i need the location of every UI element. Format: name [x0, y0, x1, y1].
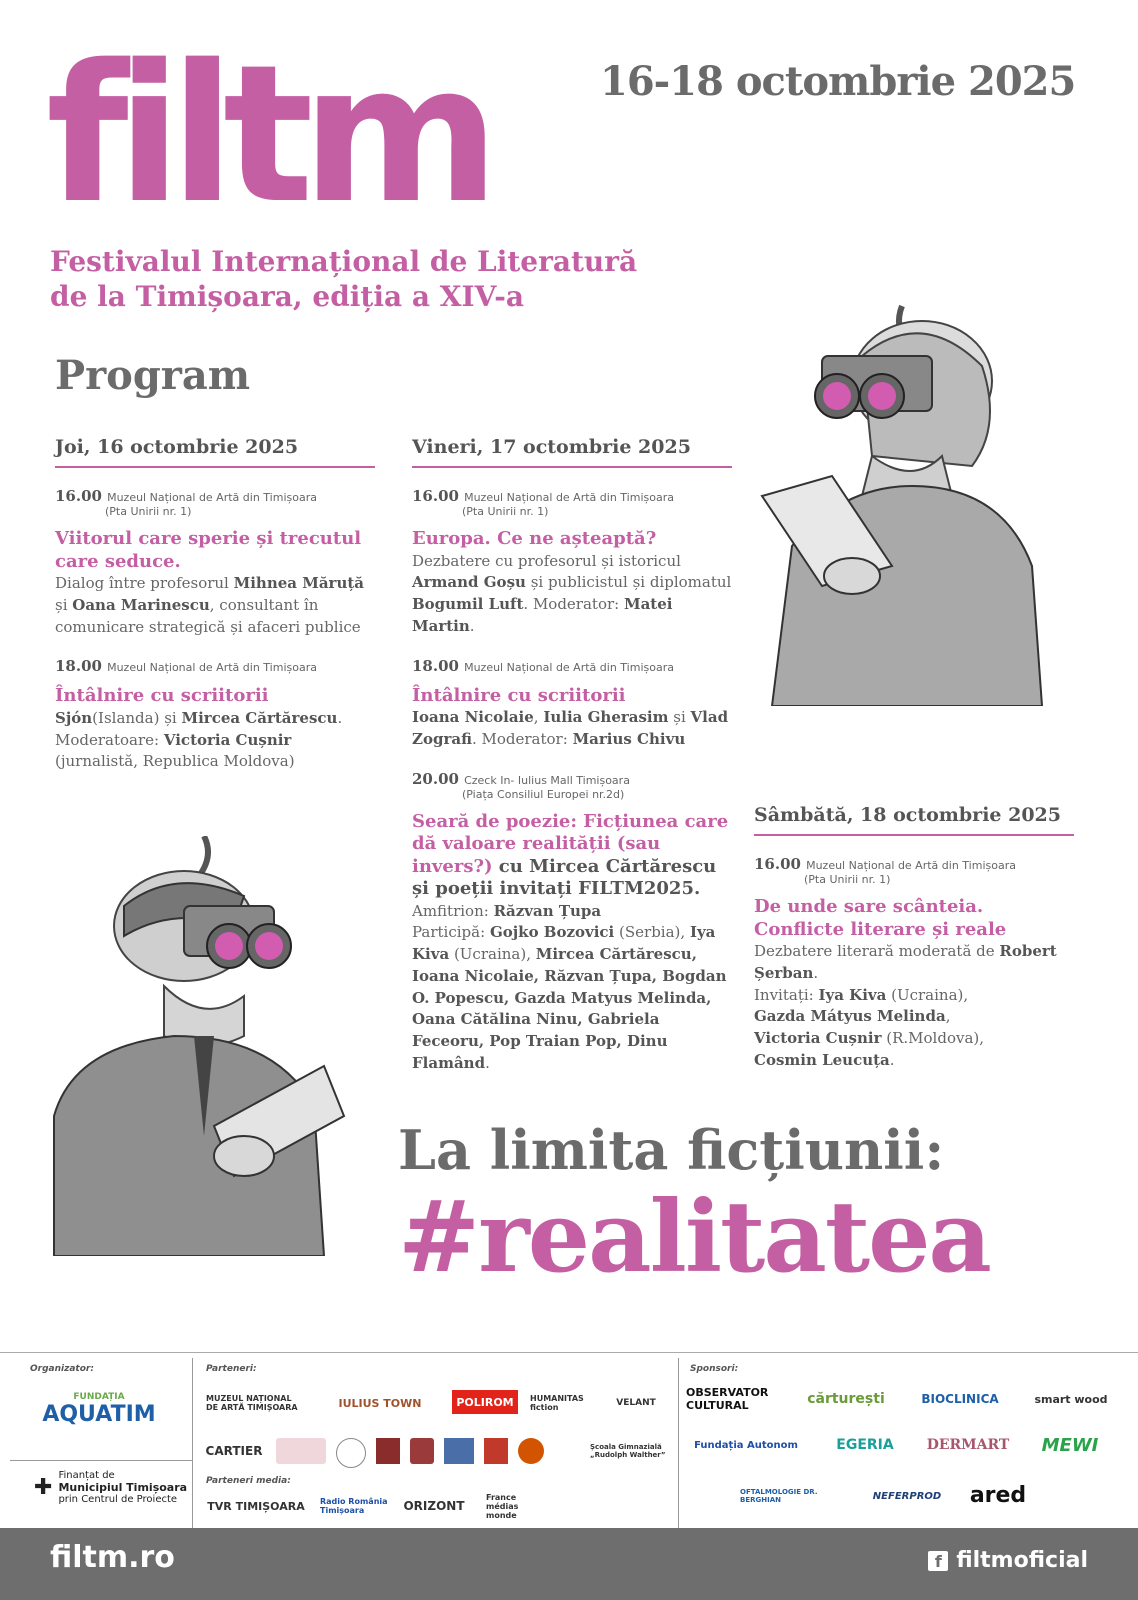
partner-logo-iulius: IULIUS TOWN: [338, 1396, 422, 1410]
event-d2-3: [412, 769, 732, 1075]
person-name: Mihnea Măruță: [233, 574, 365, 592]
event-participants: [412, 922, 732, 1074]
person-name: Iya Kiva: [412, 923, 716, 963]
partner-logos-row: [276, 1438, 544, 1468]
divider: [10, 1460, 192, 1461]
woman-with-goggles-illustration: [752, 286, 1052, 706]
facebook-handle: filtmoficial: [956, 1548, 1088, 1573]
event-time: 16.00: [55, 487, 102, 505]
person-name: Armand Goșu: [412, 573, 526, 592]
sponsor-logo-bioclinica: BIOCLINICA: [921, 1392, 999, 1406]
day-2-column: [412, 436, 732, 1075]
media-logo-radio: Radio România Timișoara: [320, 1497, 388, 1515]
partner-logo-humanitas: HUMANITAS fiction: [530, 1394, 584, 1412]
event-venue: Muzeul Național de Artă din Timișoara: [107, 661, 317, 675]
sponsor-logo-observator: OBSERVATOR CULTURAL: [686, 1386, 769, 1412]
event-title: Întâlnire cu scriitorii: [55, 685, 269, 707]
desc-text: și: [668, 708, 691, 726]
website-link[interactable]: filtm.ro: [50, 1540, 175, 1575]
sponsor-logo-egeria: EGERIA: [836, 1437, 894, 1453]
desc-text: ,: [533, 708, 544, 726]
aquatim-logo-name: AQUATIM: [42, 1402, 156, 1427]
person-name: Cosmin Leucuța: [754, 1050, 890, 1069]
person-name: Mircea Cărtărescu: [181, 708, 338, 727]
facebook-icon: f: [928, 1551, 948, 1571]
aquatim-logo-small: FUNDAȚIA: [73, 1392, 125, 1402]
sponsor-logo-autonom: Fundația Autonom: [694, 1439, 798, 1451]
festival-subtitle: [50, 244, 637, 314]
desc-text: .: [469, 616, 475, 635]
person-name: Marius Chivu: [572, 729, 686, 748]
event-venue: Muzeul Național de Artă din Timișoara: [464, 660, 674, 674]
desc-text: .: [889, 1050, 895, 1069]
event-description: [412, 707, 732, 751]
day-1-heading: Joi, 16 octombrie 2025: [55, 436, 375, 468]
event-title-tail: cu Mircea Cărtărescu și poeții invitați FILTM2025.: [412, 855, 717, 899]
event-time: 20.00: [412, 769, 459, 788]
partner-crest-icon: [410, 1438, 434, 1464]
desc-text: Amfitrion:: [412, 901, 494, 920]
event-venue-address: (Piața Consiliul Europei nr.2d): [462, 787, 625, 801]
day-2-heading: Vineri, 17 octombrie 2025: [412, 436, 732, 468]
event-time: 18.00: [55, 657, 102, 676]
sponsor-logo-oftalmologie: OFTALMOLOGIE DR. BERGHIAN: [740, 1488, 818, 1504]
event-venue: Czeck In- Iulius Mall Timișoara: [464, 773, 630, 787]
event-description: [55, 573, 375, 638]
desc-text: și publicistul și diplomatul: [525, 573, 732, 592]
person-name: Gojko Bozovici: [489, 923, 615, 942]
day-3-column: [754, 804, 1074, 1072]
desc-text: Dialog între profesorul: [55, 574, 234, 592]
divider: [192, 1358, 193, 1528]
desc-text: . Moderator:: [523, 595, 624, 613]
funded-sub: prin Centrul de Proiecte: [58, 1494, 178, 1505]
desc-text: . Moderatoare:: [55, 708, 343, 749]
event-guests: [754, 985, 1074, 1072]
person-name: Oana Marinescu: [72, 595, 210, 614]
sponsor-logo-carturesti: cărturești: [807, 1391, 885, 1407]
tagline-line-2: #realitatea: [398, 1180, 990, 1295]
event-description: [412, 551, 732, 638]
event-time: 16.00: [412, 487, 459, 505]
person-name: Iya Kiva: [818, 985, 887, 1004]
person-name: Ioana Nicolaie: [412, 708, 534, 726]
event-venue: Muzeul Național de Artă din Timișoara: [107, 491, 317, 504]
event-time: 18.00: [412, 656, 459, 675]
media-partners-label: Parteneri media:: [206, 1476, 291, 1486]
partner-logo-mnart: MUZEUL NAȚIONAL DE ARTĂ TIMIȘOARA: [206, 1394, 298, 1412]
tagline-line-1: La limita ficțiunii:: [398, 1118, 945, 1182]
desc-text: Dezbatere cu profesorul și istoricul: [412, 551, 681, 570]
event-venue-address: (Pta Unirii nr. 1): [804, 873, 891, 886]
desc-text: , consultant în comunicare strategică și afaceri publice: [55, 595, 361, 636]
event-title: De unde sare scânteia. Conflicte literare și reale: [754, 896, 1007, 940]
partner-seal-icon: [336, 1438, 366, 1468]
event-venue-address: (Pta Unirii nr. 1): [462, 505, 549, 518]
partner-building-icon: [444, 1438, 474, 1464]
facebook-link[interactable]: [928, 1548, 1088, 1573]
program-heading: Program: [55, 352, 251, 399]
desc-text: Dezbatere literară moderată de: [754, 942, 1000, 960]
event-d2-1: [412, 486, 732, 638]
event-d2-2: [412, 656, 732, 751]
funded-name: Municipiul Timișoara: [58, 1481, 188, 1494]
person-name: Victoria Cușnir: [163, 730, 292, 749]
desc-text: (Ucraina),: [449, 945, 536, 963]
desc-text: .: [813, 963, 819, 982]
desc-text: (R.Moldova),: [881, 1029, 985, 1047]
man-with-goggles-illustration: [44, 836, 354, 1256]
event-title: Întâlnire cu scriitorii: [412, 684, 626, 706]
person-name: Bogumil Luft: [412, 595, 524, 613]
desc-text: Invitați:: [754, 985, 819, 1004]
partner-badge-icon: [518, 1438, 544, 1464]
cross-icon: ✚: [34, 1475, 53, 1500]
sponsor-logo-ared: ared: [969, 1482, 1027, 1508]
organizer-label: Organizator:: [30, 1364, 94, 1374]
sponsor-logo-mewi: MEWI: [1041, 1434, 1099, 1456]
event-time: 16.00: [754, 855, 801, 873]
partner-logo-velant: VELANT: [616, 1398, 656, 1408]
event-title-main: Seară de poezie: Ficțiunea care dă valoare realității (sau invers?): [412, 810, 729, 877]
event-host: [412, 901, 732, 923]
person-name: Sjón: [55, 708, 93, 727]
event-d1-2: [55, 656, 375, 773]
sponsor-logo-neferprod: NEFERPROD: [872, 1490, 942, 1502]
person-name: Robert Șerban: [754, 942, 1057, 982]
desc-text: .: [485, 1053, 490, 1072]
person-name: Mircea Cărtărescu, Ioana Nicolaie, Răzvan Țupa, Bogdan O. Popescu, Gazda Matyus Melinda, Oana Cătălina Ninu, Gabriela Feceoru, Pop Traian Pop, Dinu Flamând: [412, 945, 727, 1072]
festival-dates: 16-18 octombrie 2025: [600, 58, 1076, 105]
sponsor-logo-dermart: DERMART: [926, 1437, 1010, 1453]
event-venue-address: (Pta Unirii nr. 1): [105, 505, 192, 518]
person-name: Matei Martin: [412, 595, 673, 635]
media-logo-tvr: TVR TIMIȘOARA: [207, 1499, 305, 1513]
partners-label: Parteneri:: [206, 1364, 257, 1374]
funding-logo: [34, 1470, 187, 1505]
divider: [678, 1358, 679, 1528]
subtitle-line-1: Festivalul Internațional de Literatură: [50, 245, 638, 278]
desc-text: (Serbia),: [614, 923, 690, 942]
media-logo-orizont: ORIZONT: [403, 1499, 465, 1513]
person-name: Iulia Gherasim: [543, 708, 669, 726]
partner-shield-icon: [484, 1438, 508, 1464]
person-name: Vlad Zografi: [412, 708, 729, 748]
event-title: [412, 811, 732, 901]
day-3-heading: Sâmbătă, 18 octombrie 2025: [754, 804, 1074, 836]
desc-text: (jurnalistă, Republica Moldova): [55, 752, 295, 771]
desc-text: ,: [945, 1007, 951, 1026]
event-d3-1: [754, 854, 1074, 1072]
partner-logo-polirom: POLIROM: [452, 1390, 518, 1414]
aquatim-logo: [34, 1392, 164, 1427]
media-logo-france: France médias monde: [486, 1492, 519, 1520]
sponsor-logo-smartwood: smart wood: [1034, 1392, 1108, 1406]
person-name: Victoria Cușnir: [754, 1029, 882, 1047]
event-d1-1: [55, 486, 375, 638]
desc-text: și: [55, 595, 73, 614]
person-name: Răzvan Țupa: [493, 901, 602, 920]
partner-logo-cartier: CARTIER: [205, 1444, 263, 1458]
desc-text: (Ucraina),: [886, 985, 969, 1004]
partner-logo-school: Școala Gimnazială „Rudolph Walther”: [590, 1443, 666, 1459]
event-title: Viitorul care sperie și trecutul care seduce.: [55, 528, 362, 572]
event-venue: Muzeul Național de Artă din Timișoara: [806, 859, 1016, 872]
event-description: [754, 941, 1074, 985]
event-title: Europa. Ce ne așteaptă?: [412, 528, 657, 549]
desc-text: . Moderator:: [471, 729, 573, 748]
subtitle-line-2: de la Timișoara, ediția a XIV-a: [50, 280, 525, 313]
partner-logo-icon: [276, 1438, 326, 1464]
sponsors-label: Sponsori:: [690, 1364, 739, 1374]
desc-text: (Islanda) și: [92, 708, 182, 727]
day-1-column: [55, 436, 375, 773]
event-venue: Muzeul Național de Artă din Timișoara: [464, 491, 674, 504]
festival-logo: filtm: [46, 24, 488, 245]
event-description: [55, 708, 375, 773]
partner-crest-icon: [376, 1438, 400, 1464]
person-name: Gazda Mátyus Melinda: [754, 1007, 946, 1026]
desc-text: Participă:: [412, 923, 490, 942]
funded-label: Finanțat de: [58, 1470, 115, 1481]
